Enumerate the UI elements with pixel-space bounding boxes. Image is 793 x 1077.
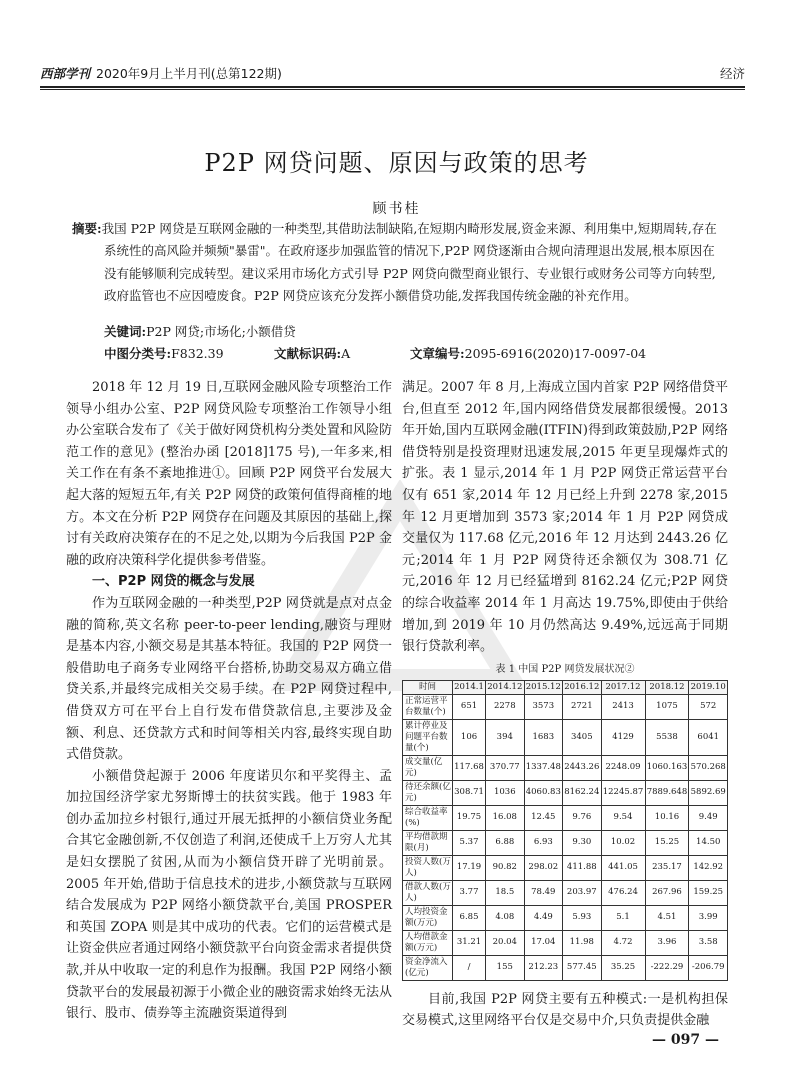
table-row <box>403 955 728 980</box>
clc-value: F832.39 <box>171 346 224 361</box>
table-cell: -206.79 <box>689 955 728 980</box>
doc-value: A <box>341 346 351 361</box>
table-cell: 411.88 <box>563 855 602 880</box>
table-cell: -222.29 <box>645 955 689 980</box>
issue-info: 2020年9月上半月刊(总第122期) <box>96 66 282 81</box>
table-cell: 4060.83 <box>524 780 563 805</box>
table-row <box>403 930 728 955</box>
journal-logo: 西部学刊 <box>40 66 91 81</box>
table-cell: 159.25 <box>689 880 728 905</box>
table-cell: 31.21 <box>453 930 486 955</box>
table-cell: 1683 <box>524 719 563 755</box>
table-row <box>403 694 728 719</box>
column-header: 2017.12 <box>601 680 645 694</box>
header-rule-thin <box>40 89 745 90</box>
table-cell: 5.37 <box>453 830 486 855</box>
column-header: 2018.12 <box>645 680 689 694</box>
doc-label: 文献标识码: <box>274 346 342 361</box>
keywords-label: 关键词: <box>104 324 147 339</box>
table-cell: 1075 <box>645 694 689 719</box>
doc-code <box>274 344 350 362</box>
table-cell: 6.88 <box>486 830 525 855</box>
abstract-label: 摘要: <box>72 221 102 236</box>
table-cell: 4129 <box>601 719 645 755</box>
table-cell: 1337.48 <box>524 755 563 780</box>
table-cell: 117.68 <box>453 755 486 780</box>
table-cell: 10.02 <box>601 830 645 855</box>
paragraph: 小额借贷起源于 2006 年度诺贝尔和平奖得主、孟加拉国经济学家尤努斯博士的扶贫实践。他于 1983 年创办孟加拉乡村银行,通过开展无抵押的小额信贷业务配合其它金融创新,不仅创造了利润,还使成千上万穷人尤其是妇女摆脱了贫困,从而为小额信贷开辟了光明前景。2005 年开始,借助于信息技术的进步,小额贷款与互联网结合发展成为 P2P 网络小额贷款平台,美国 PROSPER 和英国 ZOPA 则是其中成功的代表。它们的运营模式是让资金供应者通过网络小额贷款平台向资金需求者提供贷款,并从中收取一定的利息作为报酬。我国 P2P 网络小额贷款平台的发展最初源于小微企业的融资需求始终无法从银行、股市、债券等主流融资渠道得到 <box>66 768 392 1022</box>
table-row <box>403 755 728 780</box>
author: 顾书桂 <box>372 201 421 217</box>
article-value: 2095-6916(2020)17-0097-04 <box>464 346 647 361</box>
table-cell: 16.08 <box>486 805 525 830</box>
table-cell: 3573 <box>524 694 563 719</box>
table-row <box>403 780 728 805</box>
table-cell: 572 <box>689 694 728 719</box>
row-label: 待还余额(亿元) <box>403 780 453 805</box>
keywords <box>104 322 296 340</box>
row-label: 人均投资金额(万元) <box>403 905 453 930</box>
table-cell: 5.1 <box>601 905 645 930</box>
table-row <box>403 855 728 880</box>
table-cell: 9.76 <box>563 805 602 830</box>
table-cell: 19.75 <box>453 805 486 830</box>
section-label: 经济 <box>719 66 745 81</box>
table-cell: 1060.163 <box>645 755 689 780</box>
table-cell: 6.93 <box>524 830 563 855</box>
row-label: 借款人数(万人) <box>403 880 453 905</box>
table-row <box>403 719 728 755</box>
table-cell: 12.45 <box>524 805 563 830</box>
table-cell: 17.04 <box>524 930 563 955</box>
header-rule <box>40 86 745 88</box>
article-label: 文章编号: <box>410 346 465 361</box>
table-cell: 1036 <box>486 780 525 805</box>
table-cell: 14.50 <box>689 830 728 855</box>
table-cell: 9.49 <box>689 805 728 830</box>
row-label: 投资人数(万人) <box>403 855 453 880</box>
table-cell: / <box>453 955 486 980</box>
table-cell: 6041 <box>689 719 728 755</box>
table-cell: 4.51 <box>645 905 689 930</box>
table-cell: 5.93 <box>563 905 602 930</box>
row-label: 综合收益率(%) <box>403 805 453 830</box>
clc-code <box>104 344 224 362</box>
section-heading: 一、P2P 网贷的概念与发展 <box>92 574 255 590</box>
table-cell: 3.77 <box>453 880 486 905</box>
column-header: 2014.12 <box>486 680 525 694</box>
table-cell: 78.49 <box>524 880 563 905</box>
table-cell: 212.23 <box>524 955 563 980</box>
data-table <box>402 680 728 981</box>
clc-label: 中图分类号: <box>104 346 172 361</box>
abstract-text: 我国 P2P 网贷是互联网金融的一种类型,其借助法制缺陷,在短期内畸形发展,资金来源、利用集中,短期周转,存在系统性的高风险并频频"暴雷"。在政府逐步加强监管的情况下,P2P 网贷逐渐由合规向清理退出发展,根本原因在没有能够顺利完成转型。建议采用市场化方式引导 P2P 网贷向微型商业银行、专业银行或财务公司等方向转型,政府监管也不应因噎废食。P2P 网贷应该充分发挥小额借贷功能,发挥我国传统金融的补充作用。 <box>101 221 717 303</box>
paragraph: 2018 年 12 月 19 日,互联网金融风险专项整治工作领导小组办公室、P2P 网贷风险专项整治工作领导小组办公室联合发布了《关于做好网贷机构分类处置和风险防范工作的意见》(整治办函 [2018]175 号),一年多来,相关工作在有条不紊地推进①。回顾 P2P 网贷平台发展大起大落的短短五年,有关 P2P 网贷的政策何值得商榷的地方。本文在分析 P2P 网贷存在问题及其原因的基础上,探讨有关政府决策存在的不足之处,以期为今后我国 P2P 金融的政府决策科学化提供参考借鉴。 <box>66 380 392 568</box>
row-label: 正常运营平台数量(个) <box>403 694 453 719</box>
table-cell: 6.85 <box>453 905 486 930</box>
table-cell: 2278 <box>486 694 525 719</box>
article-meta <box>104 344 719 362</box>
table-cell: 4.08 <box>486 905 525 930</box>
table-cell: 308.71 <box>453 780 486 805</box>
table-cell: 476.24 <box>601 880 645 905</box>
row-label: 成交量(亿元) <box>403 755 453 780</box>
table-cell: 15.25 <box>645 830 689 855</box>
left-column <box>66 377 392 1025</box>
table-cell: 106 <box>453 719 486 755</box>
table-cell: 2721 <box>563 694 602 719</box>
paragraph: 满足。2007 年 8 月,上海成立国内首家 P2P 网络借贷平台,但直至 2012 年,国内网络借贷发展都很缓慢。2013 年开始,国内互联网金融(ITFIN)得到政策鼓励,P2P 网络借贷特别是投资理财迅速发展,2015 年更呈现爆炸式的扩张。表 1 显示,2014 年 1 月 P2P 网贷正常运营平台仅有 651 家,2014 年 12 月已经上升到 2278 家,2015 年 12 月更增加到 3573 家;2014 年 1 月 P2P 网贷成交量仅为 117.68 亿元,2016 年 12 月达到 2443.26 亿元;2014 年 1 月 P2P 网贷待还余额仅为 308.71 亿元,2016 年 12 月已经猛增到 8162.24 亿元;P2P 网贷的综合收益率 2014 年 1 月高达 19.75%,即使由于供给增加,到 2019 年 10 月仍然高达 9.49%,远远高于同期银行贷款利率。 <box>402 380 728 655</box>
table-caption: 表 1 中国 P2P 网贷发展状况② <box>495 663 635 675</box>
table-cell: 9.54 <box>601 805 645 830</box>
table-cell: 10.16 <box>645 805 689 830</box>
table-cell: 3.96 <box>645 930 689 955</box>
journal-info <box>40 64 282 82</box>
table-cell: 235.17 <box>645 855 689 880</box>
table-body <box>403 694 728 980</box>
table-cell: 35.25 <box>601 955 645 980</box>
right-column <box>402 377 728 1032</box>
table-cell: 90.82 <box>486 855 525 880</box>
table-header-row <box>403 680 728 694</box>
column-header: 2019.10 <box>689 680 728 694</box>
table-cell: 11.98 <box>563 930 602 955</box>
table-cell: 3405 <box>563 719 602 755</box>
table-row <box>403 830 728 855</box>
table-cell: 577.45 <box>563 955 602 980</box>
row-label: 资金净流入(亿元) <box>403 955 453 980</box>
table-cell: 7889.648 <box>645 780 689 805</box>
table-cell: 9.30 <box>563 830 602 855</box>
table-cell: 12245.87 <box>601 780 645 805</box>
article-number <box>410 344 646 362</box>
table-row <box>403 905 728 930</box>
abstract <box>72 218 719 307</box>
table-cell: 570.268 <box>689 755 728 780</box>
table-cell: 20.04 <box>486 930 525 955</box>
table-cell: 2248.09 <box>601 755 645 780</box>
column-header: 时间 <box>403 680 453 694</box>
table-cell: 5892.69 <box>689 780 728 805</box>
column-header: 2014.1 <box>453 680 486 694</box>
table-cell: 441.05 <box>601 855 645 880</box>
column-header: 2016.12 <box>563 680 602 694</box>
keywords-text: P2P 网贷;市场化;小额借贷 <box>146 324 296 339</box>
table-row <box>403 805 728 830</box>
paragraph: 目前,我国 P2P 网贷主要有五种模式:一是机构担保交易模式,这里网络平台仅是交易中介,只负责提供金融 <box>402 991 728 1029</box>
table-cell: 394 <box>486 719 525 755</box>
running-header <box>40 64 745 84</box>
page-number: — 097 — <box>652 1032 719 1048</box>
row-label: 累计停业及问题平台数量(个) <box>403 719 453 755</box>
table-cell: 17.19 <box>453 855 486 880</box>
table-row <box>403 880 728 905</box>
table-cell: 2413 <box>601 694 645 719</box>
table-cell: 5538 <box>645 719 689 755</box>
table-cell: 4.72 <box>601 930 645 955</box>
article-title: P2P 网贷问题、原因与政策的思考 <box>204 149 589 177</box>
table-cell: 3.58 <box>689 930 728 955</box>
table-cell: 203.97 <box>563 880 602 905</box>
table-cell: 2443.26 <box>563 755 602 780</box>
column-header: 2015.12 <box>524 680 563 694</box>
table-cell: 142.92 <box>689 855 728 880</box>
table-cell: 298.02 <box>524 855 563 880</box>
table-cell: 370.77 <box>486 755 525 780</box>
paragraph: 作为互联网金融的一种类型,P2P 网贷就是点对点金融的简称,英文名称 peer-to-peer lending,融资与理财是基本内容,小额交易是其基本特征。我国的 P2P 网贷一般借助电子商务专业网络平台搭桥,协助交易双方确立借贷关系,并最终完成相关交易手续。在 P2P 网贷过程中,借贷双方可在平台上自行发布借贷款信息,主要涉及金额、利息、还贷款方式和时间等相关内容,最终实现自助式借贷款。 <box>66 595 392 763</box>
table-cell: 3.99 <box>689 905 728 930</box>
row-label: 平均借款期限(月) <box>403 830 453 855</box>
table-cell: 155 <box>486 955 525 980</box>
row-label: 人均借款金额(万元) <box>403 930 453 955</box>
table-cell: 4.49 <box>524 905 563 930</box>
table-cell: 18.5 <box>486 880 525 905</box>
table-cell: 267.96 <box>645 880 689 905</box>
table-cell: 8162.24 <box>563 780 602 805</box>
table-cell: 651 <box>453 694 486 719</box>
